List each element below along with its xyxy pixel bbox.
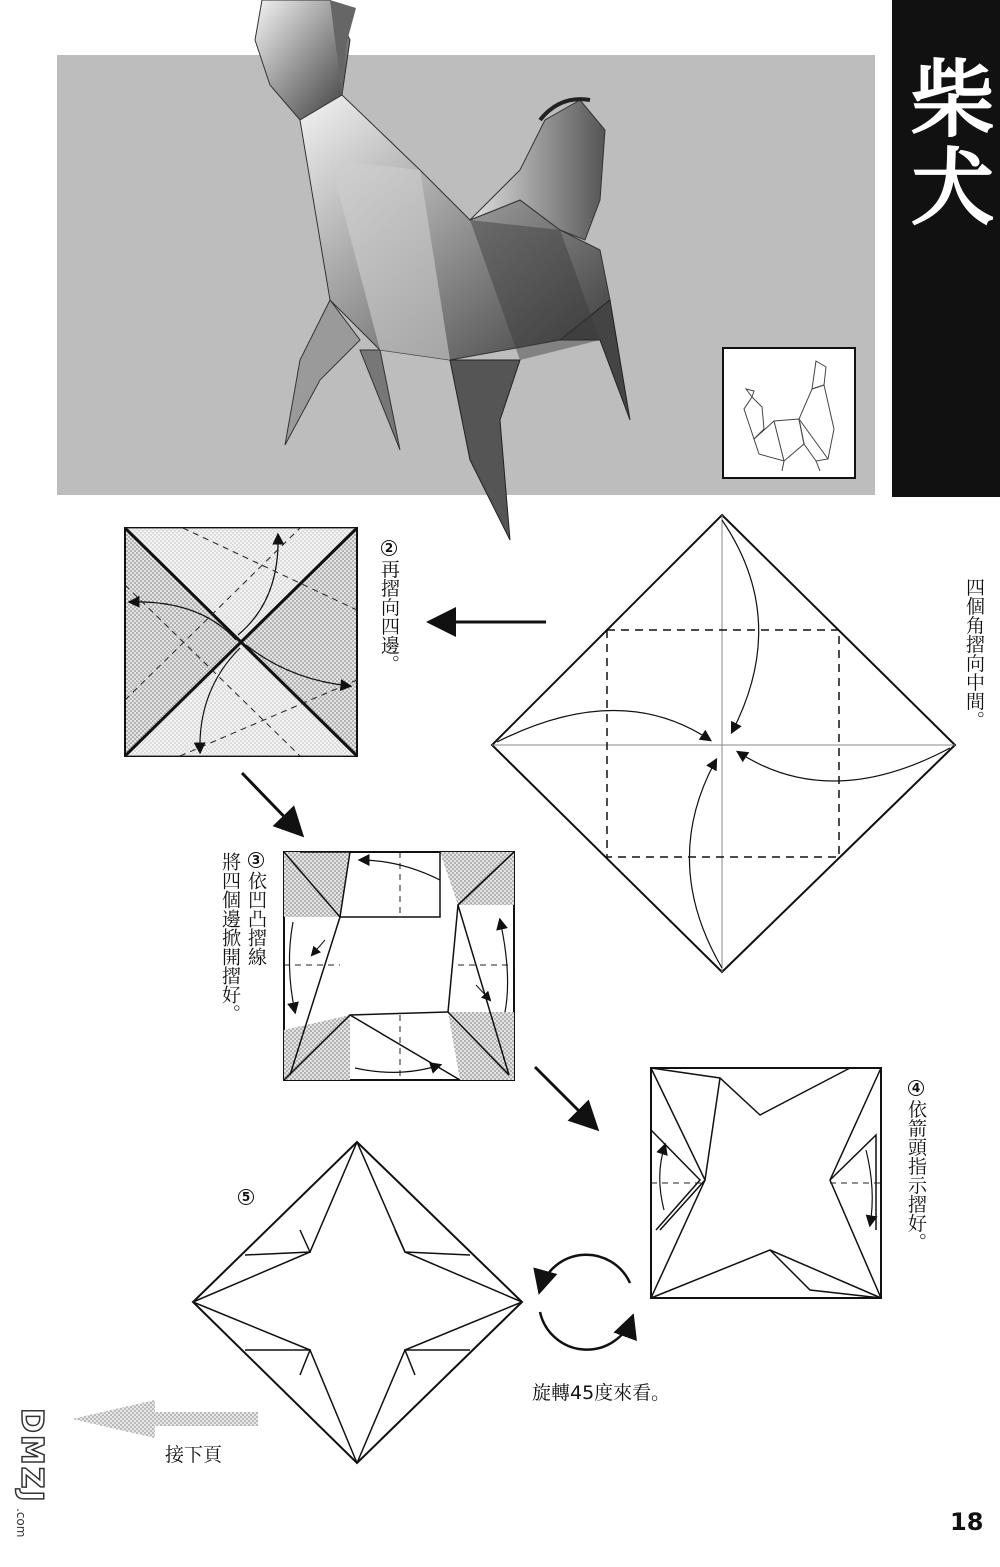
step4-instruction: 4依箭頭指示摺好。 bbox=[905, 1081, 927, 1252]
page-number: 18 bbox=[950, 1508, 984, 1536]
step3-number: 3 bbox=[248, 852, 264, 868]
step2-diagram bbox=[125, 528, 357, 756]
step3-text-line2: 將四個邊掀開摺好。 bbox=[219, 852, 241, 1023]
step5-number: 5 bbox=[238, 1189, 254, 1205]
page-title: 柴犬 bbox=[897, 55, 995, 231]
rotate-note: 旋轉45度來看。 bbox=[532, 1382, 671, 1404]
step1-diagram bbox=[492, 515, 955, 972]
step4-diagram bbox=[651, 1068, 881, 1298]
step2-number: 2 bbox=[381, 540, 397, 556]
watermark-brand: DMZJ bbox=[14, 1408, 49, 1504]
site-watermark bbox=[14, 1408, 62, 1558]
step2-instruction: 2再摺向四邊。 bbox=[378, 541, 400, 674]
arrow-to-step4 bbox=[535, 1067, 595, 1127]
next-page-arrow bbox=[72, 1400, 258, 1438]
rotate-45-arrows bbox=[540, 1255, 632, 1350]
step3-instruction: 3依凹凸摺線 將四個邊掀開摺好。 bbox=[208, 852, 268, 1072]
step1-instruction: 四個角摺向中間。 bbox=[963, 577, 985, 730]
step3-diagram bbox=[284, 852, 514, 1080]
step5-label bbox=[238, 1186, 254, 1208]
step4-number: 4 bbox=[908, 1080, 924, 1096]
arrow-to-step3 bbox=[242, 773, 300, 833]
next-page-label: 接下頁 bbox=[165, 1444, 223, 1466]
watermark-suffix: .com bbox=[14, 1507, 28, 1538]
